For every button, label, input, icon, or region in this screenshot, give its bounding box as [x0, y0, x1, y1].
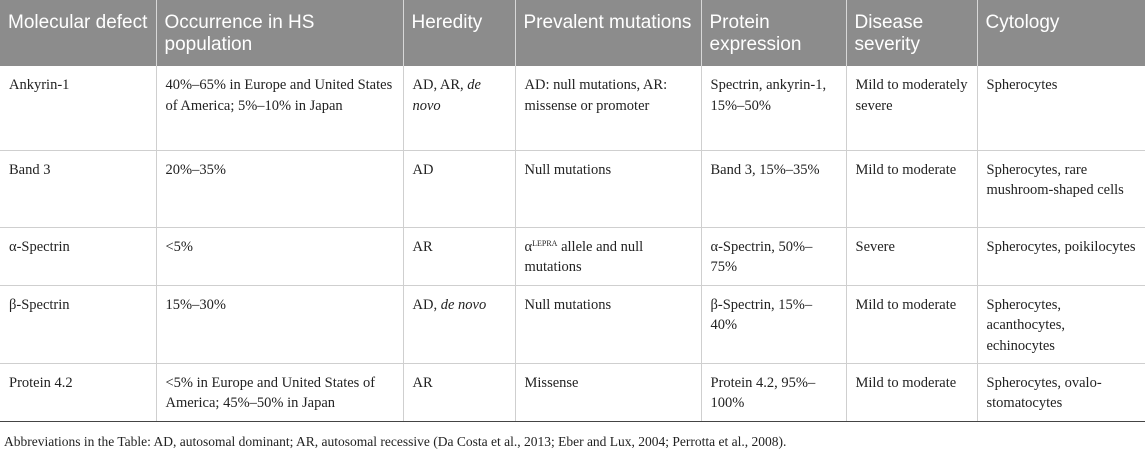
mutations-text: AD: null mutations, AR: missense or promoter	[524, 77, 668, 114]
cell-mutations	[515, 150, 701, 227]
heredity-italic-text: de novo	[440, 296, 487, 313]
cell-severity: Mild to moderately severe	[846, 66, 977, 150]
cell-defect: Ankyrin-1	[0, 66, 156, 150]
heredity-text: AD, AR,	[412, 77, 464, 93]
heredity-text: AR	[412, 238, 433, 255]
cell-occurrence: 15%–30%	[156, 285, 403, 363]
mutations-text: Null mutations	[524, 161, 612, 178]
table-row	[0, 66, 1145, 150]
cell-cytology: Spherocytes, acanthocytes, echinocytes	[977, 285, 1145, 363]
table-row	[0, 150, 1145, 227]
cell-occurrence: <5%	[156, 227, 403, 285]
cell-severity: Mild to moderate	[846, 285, 977, 363]
cell-protein: α-Spectrin, 50%–75%	[701, 227, 846, 285]
cell-mutations	[515, 285, 701, 363]
mutations-text: Null mutations	[524, 296, 612, 313]
cell-cytology: Spherocytes, poikilocytes	[977, 227, 1145, 285]
table-footnote: Abbreviations in the Table: AD, autosomal dominant; AR, autosomal recessive (Da Costa et al., 2013; Eber and Lux, 2004; Perrotta et al., 2008).	[4, 434, 787, 449]
cell-protein: Protein 4.2, 95%–100%	[701, 363, 846, 421]
mutations-text: α	[524, 238, 533, 255]
header-disease-severity: Disease severity	[846, 0, 977, 66]
cell-heredity	[403, 363, 515, 421]
cell-defect: Protein 4.2	[0, 363, 156, 421]
header-prevalent-mutations: Prevalent mutations	[515, 0, 701, 66]
cell-defect: β-Spectrin	[0, 285, 156, 363]
cell-heredity	[403, 227, 515, 285]
mutations-text-tail: allele and null mutations	[524, 238, 644, 275]
cell-cytology: Spherocytes	[977, 66, 1145, 150]
table-row	[0, 285, 1145, 363]
cell-mutations	[515, 363, 701, 421]
table-header-row	[0, 0, 1145, 66]
cell-protein: Spectrin, ankyrin-1, 15%–50%	[701, 66, 846, 150]
heredity-text: AD	[412, 161, 434, 178]
header-occurrence: Occurrence in HS population	[156, 0, 403, 66]
heredity-italic-text: de novo	[412, 77, 481, 114]
cell-cytology: Spherocytes, rare mushroom-shaped cells	[977, 150, 1145, 227]
cell-occurrence: 20%–35%	[156, 150, 403, 227]
heredity-text: AR	[412, 374, 433, 391]
cell-defect: α-Spectrin	[0, 227, 156, 285]
header-molecular-defect: Molecular defect	[0, 0, 156, 66]
cell-mutations	[515, 227, 701, 285]
cell-heredity	[403, 285, 515, 363]
cell-severity: Severe	[846, 227, 977, 285]
header-heredity: Heredity	[403, 0, 515, 66]
cell-protein: Band 3, 15%–35%	[701, 150, 846, 227]
header-protein-expression: Protein expression	[701, 0, 846, 66]
cell-severity: Mild to moderate	[846, 363, 977, 421]
cell-occurrence: <5% in Europe and United States of America; 45%–50% in Japan	[156, 363, 403, 421]
heredity-text: AD,	[412, 296, 438, 313]
table-row	[0, 363, 1145, 421]
cell-defect: Band 3	[0, 150, 156, 227]
header-cytology: Cytology	[977, 0, 1145, 66]
mutations-superscript: LEPRA	[532, 238, 558, 248]
table-row	[0, 227, 1145, 285]
cell-cytology: Spherocytes, ovalo-stomatocytes	[977, 363, 1145, 421]
cell-protein: β-Spectrin, 15%–40%	[701, 285, 846, 363]
cell-heredity	[403, 66, 515, 150]
cell-occurrence: 40%–65% in Europe and United States of America; 5%–10% in Japan	[156, 66, 403, 150]
cell-heredity	[403, 150, 515, 227]
cell-mutations	[515, 66, 701, 150]
mutations-text: Missense	[524, 374, 579, 391]
cell-severity: Mild to moderate	[846, 150, 977, 227]
